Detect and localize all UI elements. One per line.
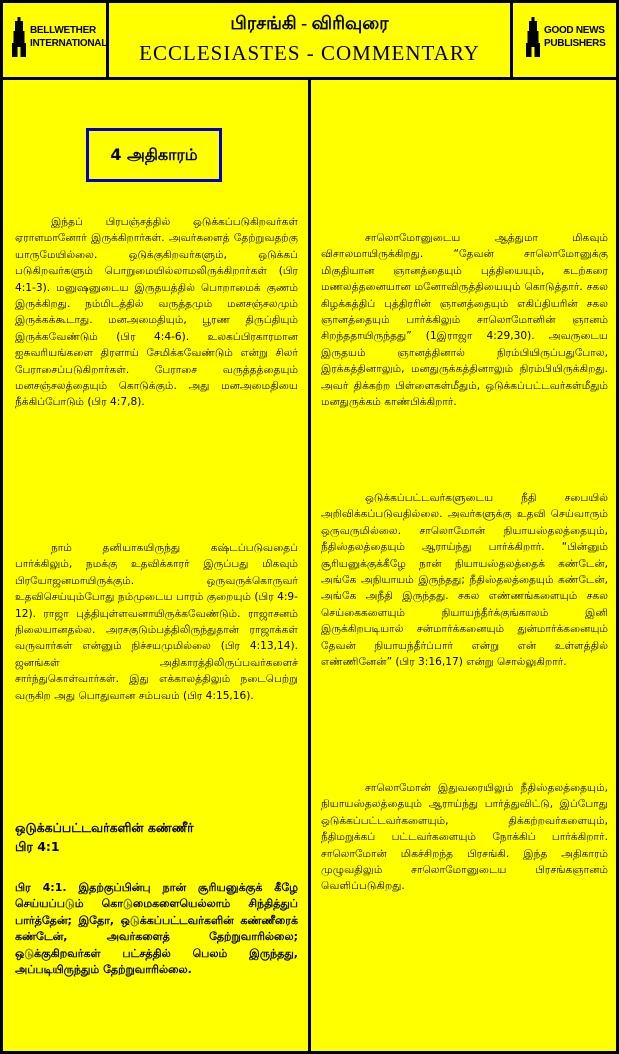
section-heading-reference: பிர 4:1	[15, 839, 60, 854]
title-english: ECCLESIASTES - COMMENTARY	[139, 41, 480, 65]
header-title-panel	[109, 3, 510, 77]
tower-icon	[11, 17, 27, 57]
left-paragraph-3: பிர 4:1. இதற்குப்பின்பு நான் சூரியனுக்குக் கீழே செய்யப்படும் கொடுமைகளையெல்லாம் சிந்தித்துப் பார்த்தேன்; இதோ, ஒடுக்கப்பட்டவர்களின் கண்ணீரைக் கண்டேன், அவர்களைத் தேற்றுவாரில்லை; ஒடுக்குகிறவர்கள் பட்சத்தில் பெலம் இருந்தது, அப்படியிருந்தும் தேற்றுவாரில்லை.	[15, 881, 298, 977]
left-paragraph-1: இந்தப் பிரபஞ்சத்தில் ஒடுக்கப்படுகிறவர்கள் ஏராளமானோர் இருக்கிறார்கள். அவர்களைத் தேற்றுவதற்கு யாருமேயில்லை. ஒடுக்குகிறவர்களும், ஒடுக்கப் படுகிறவர்களும் பொறுமையில்லாமலிருக்கிறார்கள் (பிர 4:1-3). மனுஷனுடைய இருதயத்தில் பொறாமைக் குணம் இருக்கிறது. நம்மிடத்தில் வருத்தமும் மனசஞ்சலமும் இருக்கக்கூடாது. மனஅமைதியும், பூரண திருப்தியும் இருக்கவேண்டும் (பிர 4:4-6). உலகப்பிரகாரமான ஐசுவரியங்களை திரளாய் சேமிக்கவேண்டும் என்று சிலர் பேராசைப்படுகிறார்கள். பேராசை வருத்தத்தையும் மனசஞ்சலத்தையும் கொடுக்கும். அது மனஅமைதியை நீக்கிப்போடும் (பிர 4:7,8).	[15, 216, 298, 409]
right-logo-line1: GOOD NEWS	[544, 25, 605, 36]
tower-icon	[525, 17, 541, 57]
chapter-label: 4 அதிகாரம்	[86, 128, 222, 182]
bellwether-logo	[11, 17, 107, 57]
header-left-panel	[3, 3, 106, 77]
right-paragraph-1: சாலொமோனுடைய ஆத்துமா மிகவும் விசாலமாயிருக்கிறது. “தேவன் சாலொமோனுக்கு மிகுதியான ஞானத்தையும் புத்தியையும், கடற்கரை மணலத்தனையான மனோவிருத்தியையும் கொடுத்தார். சகல கிழக்கத்திப் புத்திரரின் ஞானத்தையும் எகிப்தியரின் சகல ஞானத்தையும் பார்க்கிலும் சாலொமோனின் ஞானம் சிறந்ததாயிருந்தது” (1இராஜா 4:29,30). அவருடைய இருதயம் ஞானத்தினால் நிரம்பியிருப்பதுபோல, இரக்கத்தினாலும், மனதுருக்கத்தினாலும் நிரம்பியிருக்கிறது. அவர் திக்கற்ற பிள்ளைகள்மீதும், ஒடுக்கப்பட்டவர்கள்மீதும் மனதுருக்கம் காண்பிக்கிறார்.	[321, 232, 608, 409]
left-logo-line2: INTERNATIONAL	[30, 38, 108, 49]
right-paragraph-3: சாலொமோன் இதுவரையிலும் நீதிஸ்தலத்தையும், நியாயஸ்தலத்தையும் ஆராய்ந்து பார்த்துவிட்டு, இப்போது ஒடுக்கப்பட்டவர்களையும், திக்கற்றவர்களையும், நீதிமறுக்கப் பட்டவர்களையும் நோக்கிப் பார்க்கிறார். சாலொமோன் மிகச்சிறந்த பிரசங்கி. இந்த அதிகாரம் முழுவதிலும் சாலொமோனுடைய பிரசங்கஞானம் வெளிப்படுகிறது.	[321, 782, 608, 893]
right-logo-line2: PUBLISHERS	[544, 38, 606, 49]
section-heading-title: ஒடுக்கப்பட்டவர்களின் கண்ணீர்	[15, 820, 194, 835]
left-logo-line1: BELLWETHER	[30, 25, 96, 36]
good-news-logo	[525, 17, 605, 57]
right-column	[311, 80, 616, 1051]
left-paragraph-2: நாம் தனியாகயிருந்து கஷ்டப்படுவதைப் பார்க்கிலும், நமக்கு உதவிக்காரர் இருப்பது மிகவும் பிரயோஜனமாயிருக்கும். ஒருவருக்கொருவர் உதவிசெய்யும்போது நம்முடைய பாரம் குறையும் (பிர 4:9-12). ராஜா புத்தியுள்ளவனாயிருக்கவேண்டும். ராஜாசனம் நிலையானதல்ல. அரசகுடும்பத்திலிருந்துதான் ராஜாக்கள் வருவார்கள் என்னும் நிச்சயமுமில்லை (பிர 4:13,14). ஜனங்கள் அதிகாரத்திலிருப்பவர்களைச் சார்ந்துகொள்வார்கள். இது எக்காலத்திலும் நடைபெற்று வருகிற அது பொதுவான சம்பவம் (பிர 4:15,16).	[15, 542, 298, 702]
header-right-panel	[513, 3, 616, 77]
right-paragraph-2: ஒடுக்கப்பட்டவர்களுடைய நீதி சபையில் அறிவிக்கப்படுவதில்லை. அவர்களுக்கு உதவி செய்வாரும் ஒருவருமில்லை. சாலொமோன் நியாயஸ்தலத்தையும், நீதிஸ்தலத்தையும் ஆராய்ந்து பார்க்கிறார். “பின்னும் சூரியனுக்குக்கீழே நான் நியாயஸ்தலத்தைக் கண்டேன், அங்கே அநியாயம் இருந்தது; நீதிஸ்தலத்தையும் கண்டேன், அங்கே அநீதி இருந்தது. சகல எண்ணங்களையும் சகல செய்கைகளையும் நியாயந்தீர்க்குங்காலம் இனி இருக்கிறபடியால் சன்மார்க்கனையும் துன்மார்க்கனையும் தேவன் நியாயந்தீர்ப்பார் என்று என் உள்ளத்தில் எண்ணினேன்” (பிர 3:16,17) என்று சொல்லுகிறார்.	[321, 492, 608, 669]
title-tamil: பிரசங்கி - விரிவுரை	[230, 13, 389, 33]
section-heading	[15, 818, 298, 856]
left-column	[3, 80, 308, 1051]
